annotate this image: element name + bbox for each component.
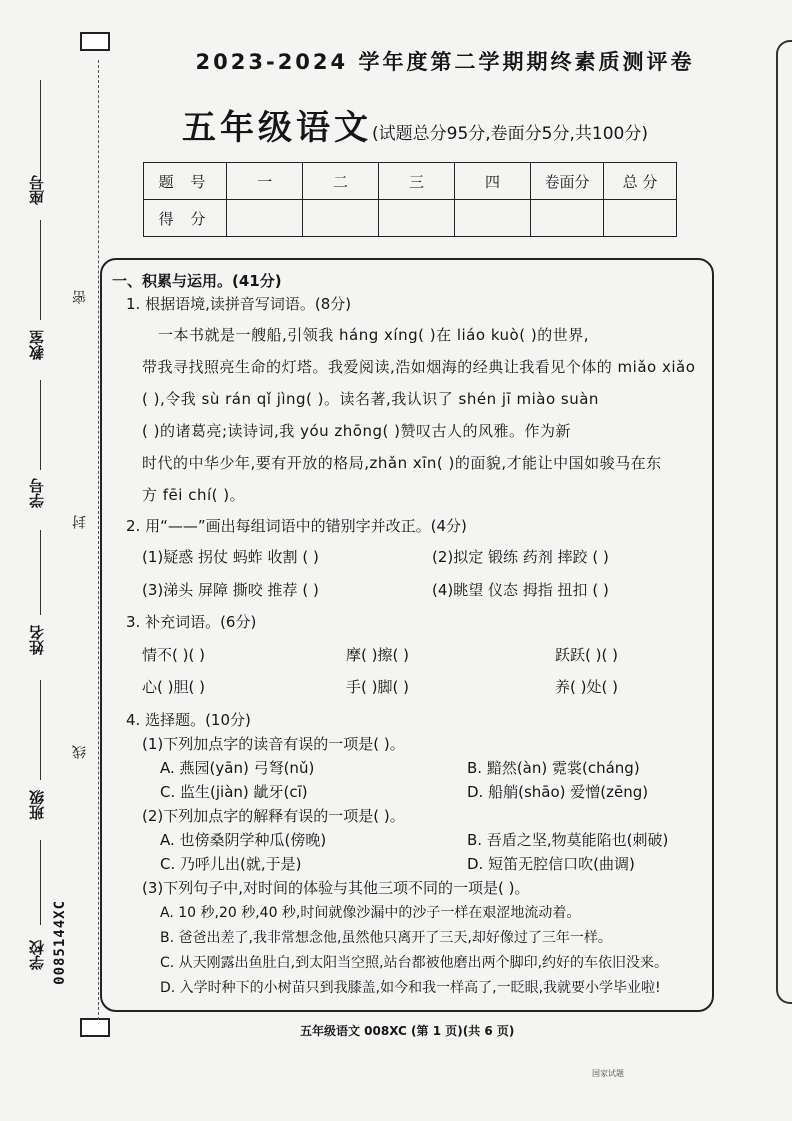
q4-sub1-option: A. 燕园(yān) 弓弩(nǔ) [160, 759, 315, 777]
id-rule [40, 380, 41, 470]
student-id-label: 学号 [28, 478, 46, 508]
q3-item: 养( )处( ) [555, 678, 618, 696]
q1-line: 方 fēi chí( )。 [142, 486, 246, 504]
q2-item: (4)眺望 仪态 拇指 扭扣 ( ) [432, 581, 609, 599]
corner-box-bottom [80, 1018, 110, 1037]
q4-sub2-option: A. 也傍桑阴学种瓜(傍晚) [160, 831, 327, 849]
q3-item: 摩( )擦( ) [346, 646, 409, 664]
score-cell-header: 一 [227, 163, 303, 200]
q3-title: 3. 补充词语。(6分) [126, 613, 257, 631]
score-cell-header: 三 [379, 163, 455, 200]
score-table-score-row [144, 200, 677, 237]
q3-item: 情不( )( ) [142, 646, 205, 664]
school-label: 学校 [28, 940, 46, 970]
q4-sub1-option: C. 监生(jiàn) 龇牙(cī) [160, 783, 308, 801]
subject-line [182, 100, 648, 149]
name-label: 姓名 [28, 625, 46, 655]
score-table-header-row [144, 163, 677, 200]
q2-title: 2. 用“——”画出每组词语中的错别字并改正。(4分) [126, 517, 467, 535]
q4-title: 4. 选择题。(10分) [126, 711, 251, 729]
section-title: 一、积累与运用。(41分) [112, 272, 282, 290]
score-input-cell[interactable] [379, 200, 455, 237]
q1-line: ( )的诸葛亮;读诗词,我 yóu zhōng( )赞叹古人的风雅。作为新 [142, 422, 571, 440]
score-cell-header: 题 号 [144, 163, 227, 200]
score-cell-header: 卷面分 [531, 163, 604, 200]
q4-sub1-option: D. 船艄(shāo) 爱憎(zēng) [467, 783, 649, 801]
q4-sub3-option: D. 入学时种下的小树苗只到我膝盖,如今和我一样高了,一眨眼,我就要小学毕业啦! [160, 980, 661, 996]
q3-item: 跃跃( )( ) [555, 646, 618, 664]
score-input-cell[interactable] [303, 200, 379, 237]
q4-sub3-stem: (3)下列句子中,对时间的体验与其他三项不同的一项是( )。 [142, 879, 530, 897]
score-input-cell[interactable] [531, 200, 604, 237]
q4-sub3-option: C. 从天刚露出鱼肚白,到太阳当空照,站台都被他磨出两个脚印,约好的车依旧没来。 [160, 955, 669, 971]
scan-mark: 国家试题 [592, 1069, 624, 1078]
serial-number: 0085144XC [52, 900, 68, 985]
cut-mark-seal: 密 [72, 290, 88, 304]
score-cell-header: 二 [303, 163, 379, 200]
class-label: 班级 [28, 790, 46, 820]
subject-title: 五年级语文 [182, 108, 372, 148]
score-input-cell[interactable] [227, 200, 303, 237]
room-rule [40, 220, 41, 320]
school-rule [40, 840, 41, 925]
page-footer: 五年级语文 008XC (第 1 页)(共 6 页) [300, 1024, 515, 1038]
q1-line: 带我寻找照亮生命的灯塔。我爱阅读,浩如烟海的经典让我看见个体的 miǎo xiǎo [142, 358, 696, 376]
q4-sub2-option: B. 吾盾之坚,物莫能陷也(刺破) [467, 831, 669, 849]
score-cell-header: 四 [455, 163, 531, 200]
seat-label: 座号 [28, 175, 46, 205]
q4-sub2-option: D. 短笛无腔信口吹(曲调) [467, 855, 635, 873]
score-input-cell[interactable] [455, 200, 531, 237]
q4-sub2-option: C. 乃呼儿出(就,于是) [160, 855, 302, 873]
q3-item: 手( )脚( ) [346, 678, 409, 696]
cut-mark-line: 线 [72, 745, 88, 759]
room-label: 教室 [28, 330, 46, 360]
q2-item: (2)拟定 锻练 药剂 摔跤 ( ) [432, 548, 609, 566]
subject-note: (试题总分95分,卷面分5分,共100分) [372, 124, 648, 144]
next-page-edge [776, 40, 792, 1004]
q1-title: 1. 根据语境,读拼音写词语。(8分) [126, 295, 352, 313]
seat-rule [40, 80, 41, 180]
q4-sub3-option: B. 爸爸出差了,我非常想念他,虽然他只离开了三天,却好像过了三年一样。 [160, 930, 612, 946]
q4-sub2-stem: (2)下列加点字的解释有误的一项是( )。 [142, 807, 405, 825]
q4-sub1-option: B. 黯然(àn) 霓裳(cháng) [467, 759, 640, 777]
q2-item: (3)涕头 屏障 撕咬 推荐 ( ) [142, 581, 319, 599]
name-rule [40, 530, 41, 615]
score-row-label: 得 分 [144, 200, 227, 237]
q2-item: (1)疑惑 拐仗 蚂蚱 收割 ( ) [142, 548, 319, 566]
score-cell-header: 总 分 [604, 163, 677, 200]
q4-sub3-option: A. 10 秒,20 秒,40 秒,时间就像沙漏中的沙子一样在艰涩地流动着。 [160, 905, 581, 921]
corner-box-top [80, 32, 110, 51]
exam-title: 2023-2024 学年度第二学期期终素质测评卷 [195, 50, 695, 74]
q4-sub1-stem: (1)下列加点字的读音有误的一项是( )。 [142, 735, 405, 753]
cut-mark-close: 封 [72, 515, 88, 529]
score-table [143, 162, 677, 237]
q1-line: ( ),令我 sù rán qǐ jìng( )。读名著,我认识了 shén jī miào suàn [142, 390, 599, 408]
binding-line [98, 60, 99, 1020]
q1-line: 时代的中华少年,要有开放的格局,zhǎn xīn( )的面貌,才能让中国如骏马在东 [142, 454, 662, 472]
q1-line: 一本书就是一艘船,引领我 háng xíng( )在 liáo kuò( )的世界, [158, 326, 589, 344]
class-rule [40, 680, 41, 780]
q3-item: 心( )胆( ) [142, 678, 205, 696]
score-input-cell[interactable] [604, 200, 677, 237]
